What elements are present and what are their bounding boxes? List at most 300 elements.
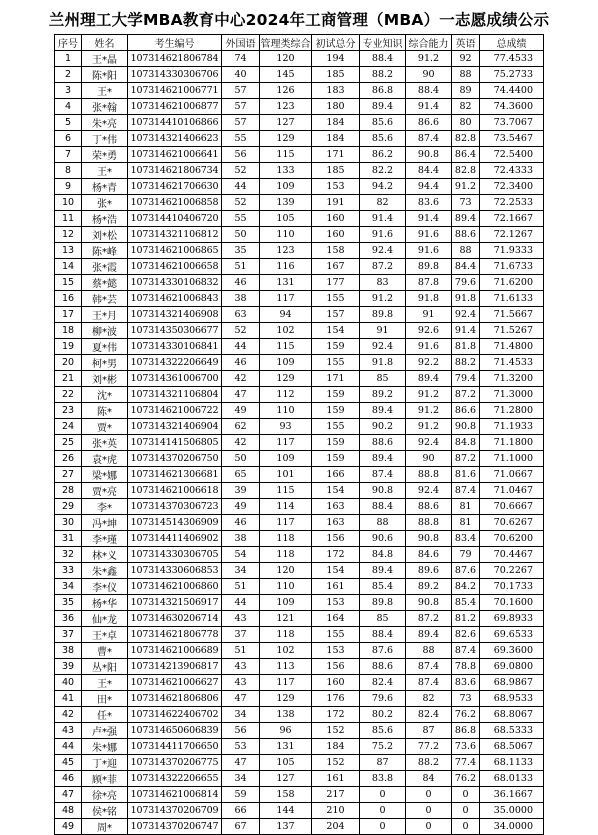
table-row bbox=[55, 675, 544, 691]
comprehensive-ability-score: 92.2 bbox=[406, 355, 452, 371]
management-score: 126 bbox=[260, 83, 312, 99]
row-index: 2 bbox=[55, 67, 82, 83]
management-score: 137 bbox=[260, 819, 312, 835]
english-score: 0 bbox=[452, 819, 480, 835]
initial-total-score: 152 bbox=[312, 755, 360, 771]
table-row bbox=[55, 419, 544, 435]
management-score: 120 bbox=[260, 563, 312, 579]
comprehensive-ability-score: 91.6 bbox=[406, 339, 452, 355]
professional-knowledge-score: 89.4 bbox=[360, 403, 406, 419]
comprehensive-ability-score: 77.2 bbox=[406, 739, 452, 755]
professional-knowledge-score: 91.6 bbox=[360, 227, 406, 243]
professional-knowledge-score: 84.8 bbox=[360, 547, 406, 563]
foreign-language-score: 51 bbox=[222, 579, 260, 595]
comprehensive-ability-score: 82 bbox=[406, 691, 452, 707]
row-index: 32 bbox=[55, 547, 82, 563]
comprehensive-ability-score: 87.4 bbox=[406, 131, 452, 147]
table-row bbox=[55, 163, 544, 179]
row-index: 11 bbox=[55, 211, 82, 227]
management-score: 133 bbox=[260, 163, 312, 179]
comprehensive-ability-score: 86.6 bbox=[406, 115, 452, 131]
english-score: 77.4 bbox=[452, 755, 480, 771]
foreign-language-score: 43 bbox=[222, 659, 260, 675]
final-score: 71.3000 bbox=[480, 387, 544, 403]
initial-total-score: 184 bbox=[312, 115, 360, 131]
table-row bbox=[55, 803, 544, 819]
foreign-language-score: 34 bbox=[222, 771, 260, 787]
final-score: 72.5400 bbox=[480, 147, 544, 163]
final-score: 71.1933 bbox=[480, 419, 544, 435]
management-score: 102 bbox=[260, 643, 312, 659]
english-score: 73 bbox=[452, 195, 480, 211]
final-score: 72.4333 bbox=[480, 163, 544, 179]
final-score: 71.1000 bbox=[480, 451, 544, 467]
final-score: 68.1133 bbox=[480, 755, 544, 771]
candidate-id: 107314321106804 bbox=[128, 387, 222, 403]
candidate-id: 107314330306706 bbox=[128, 67, 222, 83]
final-score: 71.2800 bbox=[480, 403, 544, 419]
table-row bbox=[55, 67, 544, 83]
row-index: 27 bbox=[55, 467, 82, 483]
professional-knowledge-score: 85.6 bbox=[360, 115, 406, 131]
management-score: 158 bbox=[260, 787, 312, 803]
candidate-id: 107314411706650 bbox=[128, 739, 222, 755]
final-score: 69.3600 bbox=[480, 643, 544, 659]
foreign-language-score: 56 bbox=[222, 723, 260, 739]
management-score: 105 bbox=[260, 755, 312, 771]
initial-total-score: 155 bbox=[312, 419, 360, 435]
english-score: 0 bbox=[452, 787, 480, 803]
english-score: 76.2 bbox=[452, 771, 480, 787]
table-row bbox=[55, 483, 544, 499]
english-score: 88.6 bbox=[452, 227, 480, 243]
candidate-id: 107314621006860 bbox=[128, 579, 222, 595]
student-name: 王* bbox=[82, 83, 128, 99]
final-score: 68.0133 bbox=[480, 771, 544, 787]
candidate-id: 107314321106812 bbox=[128, 227, 222, 243]
foreign-language-score: 52 bbox=[222, 163, 260, 179]
header-foreign-language: 外国语 bbox=[222, 35, 260, 51]
table-row bbox=[55, 227, 544, 243]
table-row bbox=[55, 339, 544, 355]
candidate-id: 107314621806778 bbox=[128, 627, 222, 643]
professional-knowledge-score: 90.8 bbox=[360, 483, 406, 499]
comprehensive-ability-score: 88 bbox=[406, 643, 452, 659]
final-score: 72.1267 bbox=[480, 227, 544, 243]
management-score: 105 bbox=[260, 211, 312, 227]
professional-knowledge-score: 89.8 bbox=[360, 595, 406, 611]
candidate-id: 107314621006771 bbox=[128, 83, 222, 99]
final-score: 72.2533 bbox=[480, 195, 544, 211]
final-score: 71.9333 bbox=[480, 243, 544, 259]
student-name: 丁*迎 bbox=[82, 755, 128, 771]
professional-knowledge-score: 79.6 bbox=[360, 691, 406, 707]
management-score: 116 bbox=[260, 259, 312, 275]
table-row bbox=[55, 291, 544, 307]
comprehensive-ability-score: 0 bbox=[406, 787, 452, 803]
comprehensive-ability-score: 88.2 bbox=[406, 755, 452, 771]
management-score: 118 bbox=[260, 627, 312, 643]
candidate-id: 107314410406720 bbox=[128, 211, 222, 227]
row-index: 34 bbox=[55, 579, 82, 595]
initial-total-score: 171 bbox=[312, 147, 360, 163]
management-score: 129 bbox=[260, 131, 312, 147]
candidate-id: 107314621006658 bbox=[128, 259, 222, 275]
final-score: 70.6200 bbox=[480, 531, 544, 547]
student-name: 贾*亮 bbox=[82, 483, 128, 499]
final-score: 70.6267 bbox=[480, 515, 544, 531]
comprehensive-ability-score: 0 bbox=[406, 819, 452, 835]
row-index: 36 bbox=[55, 611, 82, 627]
row-index: 38 bbox=[55, 643, 82, 659]
management-score: 94 bbox=[260, 307, 312, 323]
comprehensive-ability-score: 91.6 bbox=[406, 227, 452, 243]
table-row bbox=[55, 579, 544, 595]
professional-knowledge-score: 83 bbox=[360, 275, 406, 291]
english-score: 86.4 bbox=[452, 147, 480, 163]
management-score: 117 bbox=[260, 675, 312, 691]
student-name: 李* bbox=[82, 499, 128, 515]
student-name: 荣*勇 bbox=[82, 147, 128, 163]
candidate-id: 107314621006689 bbox=[128, 643, 222, 659]
comprehensive-ability-score: 87.4 bbox=[406, 659, 452, 675]
student-name: 杨*浩 bbox=[82, 211, 128, 227]
comprehensive-ability-score: 91.4 bbox=[406, 99, 452, 115]
english-score: 81.8 bbox=[452, 339, 480, 355]
foreign-language-score: 57 bbox=[222, 115, 260, 131]
final-score: 73.5467 bbox=[480, 131, 544, 147]
management-score: 110 bbox=[260, 227, 312, 243]
foreign-language-score: 52 bbox=[222, 195, 260, 211]
foreign-language-score: 35 bbox=[222, 243, 260, 259]
table-row bbox=[55, 531, 544, 547]
row-index: 35 bbox=[55, 595, 82, 611]
management-score: 93 bbox=[260, 419, 312, 435]
header-index: 序号 bbox=[55, 35, 82, 51]
candidate-id: 107314330306705 bbox=[128, 547, 222, 563]
header-final-score: 总成绩 bbox=[480, 35, 544, 51]
candidate-id: 107314621806734 bbox=[128, 163, 222, 179]
initial-total-score: 153 bbox=[312, 179, 360, 195]
candidate-id: 107314410106866 bbox=[128, 115, 222, 131]
foreign-language-score: 47 bbox=[222, 387, 260, 403]
initial-total-score: 153 bbox=[312, 643, 360, 659]
english-score: 79 bbox=[452, 547, 480, 563]
management-score: 144 bbox=[260, 803, 312, 819]
table-row bbox=[55, 819, 544, 835]
comprehensive-ability-score: 88.6 bbox=[406, 499, 452, 515]
table-row bbox=[55, 83, 544, 99]
final-score: 71.0667 bbox=[480, 467, 544, 483]
comprehensive-ability-score: 90 bbox=[406, 67, 452, 83]
row-index: 5 bbox=[55, 115, 82, 131]
comprehensive-ability-score: 89.4 bbox=[406, 627, 452, 643]
table-row bbox=[55, 323, 544, 339]
row-index: 39 bbox=[55, 659, 82, 675]
management-score: 115 bbox=[260, 339, 312, 355]
table-row bbox=[55, 259, 544, 275]
comprehensive-ability-score: 88.8 bbox=[406, 515, 452, 531]
foreign-language-score: 34 bbox=[222, 563, 260, 579]
management-score: 121 bbox=[260, 611, 312, 627]
header-candidate-id: 考生编号 bbox=[128, 35, 222, 51]
table-row bbox=[55, 691, 544, 707]
english-score: 87.2 bbox=[452, 387, 480, 403]
final-score: 74.3600 bbox=[480, 99, 544, 115]
comprehensive-ability-score: 94.4 bbox=[406, 179, 452, 195]
management-score: 120 bbox=[260, 51, 312, 67]
row-index: 26 bbox=[55, 451, 82, 467]
table-row bbox=[55, 467, 544, 483]
professional-knowledge-score: 88 bbox=[360, 515, 406, 531]
student-name: 王*晶 bbox=[82, 51, 128, 67]
candidate-id: 107314330606853 bbox=[128, 563, 222, 579]
foreign-language-score: 55 bbox=[222, 131, 260, 147]
professional-knowledge-score: 85.4 bbox=[360, 579, 406, 595]
final-score: 75.2733 bbox=[480, 67, 544, 83]
student-name: 仙*龙 bbox=[82, 611, 128, 627]
initial-total-score: 161 bbox=[312, 771, 360, 787]
foreign-language-score: 47 bbox=[222, 755, 260, 771]
candidate-id: 107314621006865 bbox=[128, 243, 222, 259]
table-row bbox=[55, 563, 544, 579]
table-row bbox=[55, 547, 544, 563]
table-header-row bbox=[55, 35, 544, 51]
english-score: 91.2 bbox=[452, 179, 480, 195]
row-index: 46 bbox=[55, 771, 82, 787]
final-score: 70.1733 bbox=[480, 579, 544, 595]
professional-knowledge-score: 88.4 bbox=[360, 51, 406, 67]
foreign-language-score: 47 bbox=[222, 691, 260, 707]
candidate-id: 107314621006627 bbox=[128, 675, 222, 691]
final-score: 71.5267 bbox=[480, 323, 544, 339]
english-score: 88 bbox=[452, 67, 480, 83]
comprehensive-ability-score: 91.4 bbox=[406, 211, 452, 227]
initial-total-score: 160 bbox=[312, 211, 360, 227]
candidate-id: 107314514306909 bbox=[128, 515, 222, 531]
candidate-id: 107314621006722 bbox=[128, 403, 222, 419]
table-row bbox=[55, 371, 544, 387]
english-score: 89.4 bbox=[452, 211, 480, 227]
student-name: 侯*铭 bbox=[82, 803, 128, 819]
row-index: 15 bbox=[55, 275, 82, 291]
final-score: 68.9867 bbox=[480, 675, 544, 691]
professional-knowledge-score: 0 bbox=[360, 803, 406, 819]
initial-total-score: 194 bbox=[312, 51, 360, 67]
initial-total-score: 172 bbox=[312, 707, 360, 723]
student-name: 陈*阳 bbox=[82, 67, 128, 83]
page-title: 兰州理工大学MBA教育中心2024年工商管理（MBA）一志愿成绩公示 bbox=[48, 11, 550, 29]
management-score: 117 bbox=[260, 435, 312, 451]
professional-knowledge-score: 89.8 bbox=[360, 307, 406, 323]
candidate-id: 107314321406904 bbox=[128, 419, 222, 435]
english-score: 88 bbox=[452, 243, 480, 259]
table-row bbox=[55, 755, 544, 771]
professional-knowledge-score: 89.4 bbox=[360, 563, 406, 579]
table-row bbox=[55, 659, 544, 675]
comprehensive-ability-score: 91.2 bbox=[406, 419, 452, 435]
english-score: 84.2 bbox=[452, 579, 480, 595]
header-english: 英语 bbox=[452, 35, 480, 51]
student-name: 夏*伟 bbox=[82, 339, 128, 355]
student-name: 徐*亮 bbox=[82, 787, 128, 803]
final-score: 69.0800 bbox=[480, 659, 544, 675]
row-index: 18 bbox=[55, 323, 82, 339]
student-name: 袁*虎 bbox=[82, 451, 128, 467]
english-score: 92 bbox=[452, 51, 480, 67]
row-index: 19 bbox=[55, 339, 82, 355]
row-index: 33 bbox=[55, 563, 82, 579]
english-score: 81 bbox=[452, 515, 480, 531]
candidate-id: 107314370206709 bbox=[128, 803, 222, 819]
candidate-id: 107314321406908 bbox=[128, 307, 222, 323]
management-score: 138 bbox=[260, 707, 312, 723]
final-score: 34.0000 bbox=[480, 819, 544, 835]
foreign-language-score: 34 bbox=[222, 707, 260, 723]
management-score: 117 bbox=[260, 515, 312, 531]
comprehensive-ability-score: 84.6 bbox=[406, 547, 452, 563]
management-score: 127 bbox=[260, 771, 312, 787]
english-score: 88.2 bbox=[452, 355, 480, 371]
comprehensive-ability-score: 92.4 bbox=[406, 483, 452, 499]
student-name: 沈* bbox=[82, 387, 128, 403]
professional-knowledge-score: 82.4 bbox=[360, 675, 406, 691]
row-index: 28 bbox=[55, 483, 82, 499]
candidate-id: 107314370206775 bbox=[128, 755, 222, 771]
management-score: 114 bbox=[260, 499, 312, 515]
final-score: 35.0000 bbox=[480, 803, 544, 819]
initial-total-score: 155 bbox=[312, 355, 360, 371]
table-row bbox=[55, 211, 544, 227]
initial-total-score: 171 bbox=[312, 371, 360, 387]
table-row bbox=[55, 51, 544, 67]
management-score: 117 bbox=[260, 291, 312, 307]
english-score: 86.8 bbox=[452, 723, 480, 739]
initial-total-score: 204 bbox=[312, 819, 360, 835]
english-score: 87.4 bbox=[452, 643, 480, 659]
foreign-language-score: 44 bbox=[222, 595, 260, 611]
management-score: 145 bbox=[260, 67, 312, 83]
student-name: 林*义 bbox=[82, 547, 128, 563]
professional-knowledge-score: 88.6 bbox=[360, 435, 406, 451]
final-score: 71.5667 bbox=[480, 307, 544, 323]
row-index: 43 bbox=[55, 723, 82, 739]
foreign-language-score: 38 bbox=[222, 531, 260, 547]
initial-total-score: 154 bbox=[312, 563, 360, 579]
initial-total-score: 166 bbox=[312, 467, 360, 483]
table-row bbox=[55, 643, 544, 659]
candidate-id: 107314322206649 bbox=[128, 355, 222, 371]
professional-knowledge-score: 88.4 bbox=[360, 499, 406, 515]
initial-total-score: 210 bbox=[312, 803, 360, 819]
foreign-language-score: 46 bbox=[222, 355, 260, 371]
professional-knowledge-score: 87 bbox=[360, 755, 406, 771]
table-row bbox=[55, 403, 544, 419]
student-name: 王* bbox=[82, 163, 128, 179]
foreign-language-score: 52 bbox=[222, 323, 260, 339]
table-row bbox=[55, 355, 544, 371]
final-score: 68.9533 bbox=[480, 691, 544, 707]
row-index: 20 bbox=[55, 355, 82, 371]
table-row bbox=[55, 707, 544, 723]
english-score: 73 bbox=[452, 691, 480, 707]
candidate-id: 107314213906817 bbox=[128, 659, 222, 675]
row-index: 49 bbox=[55, 819, 82, 835]
professional-knowledge-score: 83.8 bbox=[360, 771, 406, 787]
row-index: 42 bbox=[55, 707, 82, 723]
final-score: 70.2267 bbox=[480, 563, 544, 579]
table-row bbox=[55, 99, 544, 115]
foreign-language-score: 74 bbox=[222, 51, 260, 67]
comprehensive-ability-score: 91.6 bbox=[406, 243, 452, 259]
initial-total-score: 159 bbox=[312, 387, 360, 403]
management-score: 113 bbox=[260, 659, 312, 675]
student-name: 丁*伟 bbox=[82, 131, 128, 147]
management-score: 109 bbox=[260, 179, 312, 195]
header-professional-knowledge: 专业知识 bbox=[360, 35, 406, 51]
initial-total-score: 164 bbox=[312, 611, 360, 627]
english-score: 73.6 bbox=[452, 739, 480, 755]
initial-total-score: 154 bbox=[312, 323, 360, 339]
comprehensive-ability-score: 91.2 bbox=[406, 403, 452, 419]
student-name: 杨*青 bbox=[82, 179, 128, 195]
comprehensive-ability-score: 87.8 bbox=[406, 275, 452, 291]
final-score: 70.6667 bbox=[480, 499, 544, 515]
table-row bbox=[55, 387, 544, 403]
student-name: 李*仪 bbox=[82, 579, 128, 595]
foreign-language-score: 51 bbox=[222, 259, 260, 275]
student-name: 刘*松 bbox=[82, 227, 128, 243]
table-row bbox=[55, 723, 544, 739]
table-row bbox=[55, 131, 544, 147]
table-row bbox=[55, 771, 544, 787]
header-comprehensive-ability: 综合能力 bbox=[406, 35, 452, 51]
initial-total-score: 152 bbox=[312, 723, 360, 739]
comprehensive-ability-score: 90.8 bbox=[406, 595, 452, 611]
final-score: 36.1667 bbox=[480, 787, 544, 803]
english-score: 86.6 bbox=[452, 403, 480, 419]
final-score: 77.4533 bbox=[480, 51, 544, 67]
foreign-language-score: 50 bbox=[222, 451, 260, 467]
comprehensive-ability-score: 90.8 bbox=[406, 531, 452, 547]
foreign-language-score: 67 bbox=[222, 819, 260, 835]
management-score: 118 bbox=[260, 547, 312, 563]
comprehensive-ability-score: 89.2 bbox=[406, 579, 452, 595]
table-row bbox=[55, 515, 544, 531]
candidate-id: 107314370306723 bbox=[128, 499, 222, 515]
english-score: 92.4 bbox=[452, 307, 480, 323]
candidate-id: 107314330106832 bbox=[128, 275, 222, 291]
professional-knowledge-score: 90.6 bbox=[360, 531, 406, 547]
row-index: 21 bbox=[55, 371, 82, 387]
english-score: 0 bbox=[452, 803, 480, 819]
table-row bbox=[55, 595, 544, 611]
foreign-language-score: 59 bbox=[222, 787, 260, 803]
english-score: 78.8 bbox=[452, 659, 480, 675]
final-score: 68.8067 bbox=[480, 707, 544, 723]
student-name: 柳*波 bbox=[82, 323, 128, 339]
foreign-language-score: 57 bbox=[222, 83, 260, 99]
english-score: 76.2 bbox=[452, 707, 480, 723]
initial-total-score: 160 bbox=[312, 227, 360, 243]
foreign-language-score: 42 bbox=[222, 371, 260, 387]
management-score: 96 bbox=[260, 723, 312, 739]
candidate-id: 107314621006843 bbox=[128, 291, 222, 307]
professional-knowledge-score: 85.6 bbox=[360, 131, 406, 147]
row-index: 4 bbox=[55, 99, 82, 115]
comprehensive-ability-score: 83.6 bbox=[406, 195, 452, 211]
final-score: 71.4800 bbox=[480, 339, 544, 355]
